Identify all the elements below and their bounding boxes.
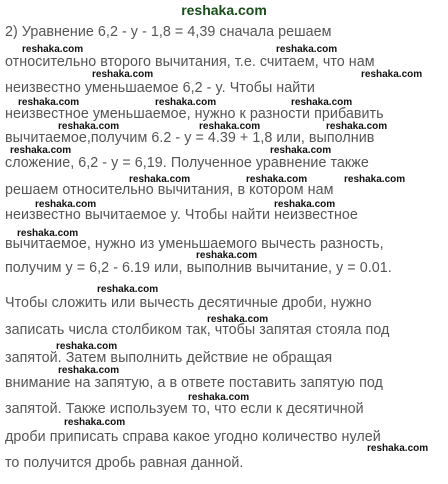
- watermark: reshaka.com: [129, 174, 191, 185]
- text-line: дроби приписать справа какое угодно количество нулей: [5, 429, 381, 445]
- watermark: reshaka.com: [188, 392, 250, 403]
- watermark: reshaka.com: [97, 284, 159, 295]
- text-line: относительно второго вычитания, т.е. считаем, что нам: [5, 54, 375, 70]
- watermark: reshaka.com: [367, 443, 429, 454]
- watermark: reshaka.com: [92, 69, 154, 80]
- watermark: reshaka.com: [196, 250, 258, 261]
- watermark: reshaka.com: [291, 97, 353, 108]
- watermark: reshaka.com: [56, 341, 118, 352]
- text-line: получим y = 6,2 - 6.19 или, выполнив вычитание, y = 0.01.: [5, 260, 392, 276]
- watermark: reshaka.com: [58, 121, 120, 132]
- watermark: reshaka.com: [274, 199, 336, 210]
- watermark: reshaka.com: [155, 97, 217, 108]
- text-line: 2) Уравнение 6,2 - y - 1,8 = 4,39 сначала решаем: [5, 24, 332, 40]
- watermark: reshaka.com: [64, 417, 126, 428]
- watermark: reshaka.com: [35, 199, 97, 210]
- watermark-header: reshaka.com: [181, 2, 267, 18]
- text-line: вычитаемое,получим 6.2 - y = 4.39 + 1,8 или, выполнив: [5, 130, 375, 146]
- text-line: запятой. Также используем то, что если к десятичной: [5, 401, 364, 417]
- watermark: reshaka.com: [344, 174, 406, 185]
- text-line: решаем относительно вычитания, в котором нам: [5, 182, 334, 198]
- watermark: reshaka.com: [276, 44, 338, 55]
- watermark: reshaka.com: [207, 314, 269, 325]
- watermark: reshaka.com: [361, 69, 423, 80]
- text-line: вычитаемое, нужно из уменьшаемого вычесть разность,: [5, 236, 384, 252]
- watermark: reshaka.com: [326, 121, 388, 132]
- watermark: reshaka.com: [199, 121, 261, 132]
- watermark: reshaka.com: [10, 145, 72, 156]
- text-line: то получится дробь равная данной.: [5, 455, 244, 471]
- text-line: запятой. Затем выполнить действие не обращая: [5, 350, 333, 366]
- watermark: reshaka.com: [58, 365, 120, 376]
- text-line: сложение, 6,2 - y = 6,19. Полученное уравнение также: [5, 155, 369, 171]
- watermark: reshaka.com: [270, 145, 332, 156]
- text-line: неизвестно уменьшаемое 6,2 - y. Чтобы найти: [5, 80, 315, 96]
- text-line: неизвестное уменьшаемое, нужно к разности прибавить: [5, 106, 384, 122]
- watermark: reshaka.com: [22, 44, 84, 55]
- text-line: неизвестно вычитаемое y. Чтобы найти неизвестное: [5, 207, 358, 223]
- text-line: записать числа столбиком так, чтобы запятая стояла под: [5, 322, 390, 338]
- text-line: Чтобы сложить или вычесть десятичные дроби, нужно: [5, 295, 372, 311]
- text-line: внимание на запятую, а в ответе поставить запятую под: [5, 375, 383, 391]
- watermark: reshaka.com: [18, 97, 80, 108]
- watermark: reshaka.com: [246, 174, 308, 185]
- watermark: reshaka.com: [17, 228, 79, 239]
